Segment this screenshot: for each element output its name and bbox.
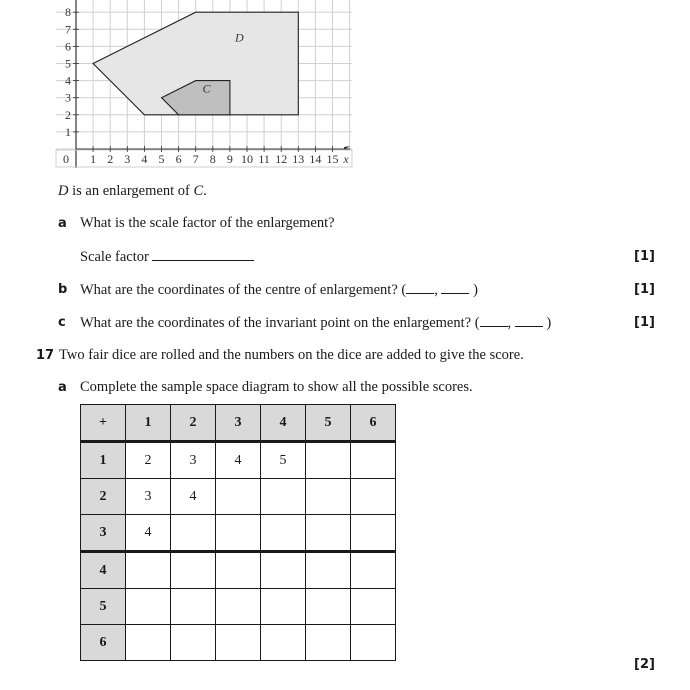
q16b-text: What are the coordinates of the centre of enlargement? (	[80, 282, 407, 298]
x-tick-label: 10	[241, 152, 253, 166]
x-label-box	[56, 150, 352, 167]
x-tick-label: 5	[158, 152, 165, 166]
empty-answer-cell[interactable]	[171, 625, 216, 661]
empty-answer-cell[interactable]	[216, 552, 261, 589]
centre-x-field[interactable]	[406, 281, 434, 294]
empty-answer-cell[interactable]	[306, 442, 351, 479]
empty-answer-cell[interactable]	[261, 589, 306, 625]
empty-answer-cell[interactable]	[306, 479, 351, 515]
y-tick-label: 5	[65, 56, 71, 71]
x-tick-label: 15	[326, 152, 339, 166]
empty-answer-cell[interactable]	[306, 589, 351, 625]
shape-c-label: C	[193, 183, 204, 199]
empty-answer-cell[interactable]	[261, 515, 306, 552]
empty-answer-cell[interactable]	[171, 515, 216, 552]
table-row	[81, 625, 396, 661]
x-tick-label: 4	[141, 152, 148, 166]
empty-answer-cell[interactable]	[171, 589, 216, 625]
q16b-close: )	[473, 282, 478, 298]
coordinate-graph	[0, 0, 360, 172]
scale-factor-row	[80, 248, 254, 266]
shape-d-label: D	[58, 183, 69, 199]
empty-answer-cell[interactable]	[171, 552, 216, 589]
empty-answer-cell[interactable]	[261, 479, 306, 515]
x-tick-label: 0	[63, 152, 69, 166]
x-tick-label: 8	[209, 152, 216, 166]
q16c-letter: c	[58, 315, 66, 330]
q17a-letter: a	[58, 380, 67, 395]
table-row	[81, 589, 396, 625]
y-tick-label: 8	[65, 5, 71, 20]
q17-number: 17	[36, 348, 55, 363]
row-header: 3	[81, 515, 126, 552]
row-header: 4	[81, 552, 126, 589]
q16c-text: What are the coordinates of the invariant point on the enlargement? (	[80, 315, 480, 331]
invariant-x-field[interactable]	[480, 314, 508, 327]
empty-answer-cell[interactable]	[306, 625, 351, 661]
empty-answer-cell[interactable]	[216, 515, 261, 552]
shapes	[93, 12, 298, 115]
centre-y-field[interactable]	[441, 281, 469, 294]
graph-svg	[0, 0, 360, 172]
score-cell: 5	[261, 442, 306, 479]
score-cell: 4	[126, 515, 171, 552]
x-tick-label: 7	[192, 152, 199, 166]
empty-answer-cell[interactable]	[351, 515, 396, 552]
y-tick-label: 6	[65, 39, 71, 54]
x-tick-label: 13	[292, 152, 305, 166]
x-tick-label: 3	[124, 152, 131, 166]
q16c-sep: ,	[507, 315, 512, 331]
invariant-y-field[interactable]	[515, 314, 543, 327]
q16a-letter: a	[58, 216, 67, 231]
x-tick-label: 11	[258, 152, 270, 166]
score-cell: 2	[126, 442, 171, 479]
shape-label-c: C	[202, 81, 211, 96]
empty-answer-cell[interactable]	[126, 552, 171, 589]
column-header: 5	[306, 405, 351, 442]
empty-answer-cell[interactable]	[261, 625, 306, 661]
q16c-row	[80, 314, 551, 332]
empty-answer-cell[interactable]	[126, 625, 171, 661]
score-cell: 3	[171, 442, 216, 479]
empty-answer-cell[interactable]	[261, 552, 306, 589]
y-tick-label: 1	[65, 124, 71, 139]
row-header: 6	[81, 625, 126, 661]
empty-answer-cell[interactable]	[351, 442, 396, 479]
y-tick-label: 3	[65, 90, 71, 105]
column-header: 6	[351, 405, 396, 442]
table-row	[81, 442, 396, 479]
x-tick-label: 9	[226, 152, 233, 166]
score-cell: 4	[171, 479, 216, 515]
table-row	[81, 479, 396, 515]
x-axis-label: x	[343, 152, 349, 166]
empty-answer-cell[interactable]	[351, 479, 396, 515]
scale-factor-label: Scale factor	[80, 249, 149, 265]
empty-answer-cell[interactable]	[351, 589, 396, 625]
empty-answer-cell[interactable]	[306, 552, 351, 589]
empty-answer-cell[interactable]	[216, 479, 261, 515]
y-tick-label: 2	[65, 107, 71, 122]
table-row	[81, 552, 396, 589]
x-tick-label: 1	[90, 152, 97, 166]
empty-answer-cell[interactable]	[216, 589, 261, 625]
corner-plus-cell: +	[81, 405, 126, 442]
column-header: 3	[216, 405, 261, 442]
empty-answer-cell[interactable]	[126, 589, 171, 625]
q16b-letter: b	[58, 282, 68, 297]
row-header: 1	[81, 442, 126, 479]
q16a-marks: [1]	[634, 249, 655, 264]
intro-end: .	[203, 183, 207, 199]
q16b-sep: ,	[434, 282, 438, 298]
q16a-text: What is the scale factor of the enlargement?	[80, 215, 335, 231]
column-header: 4	[261, 405, 306, 442]
empty-answer-cell[interactable]	[351, 552, 396, 589]
table-row	[81, 515, 396, 552]
row-header: 2	[81, 479, 126, 515]
q17a-marks: [2]	[634, 657, 655, 672]
x-tick-label: 14	[309, 152, 322, 166]
column-header: 1	[126, 405, 171, 442]
y-tick-labels	[65, 5, 79, 139]
x-tick-label: 2	[107, 152, 114, 166]
intro-text	[58, 183, 207, 200]
empty-answer-cell[interactable]	[306, 515, 351, 552]
q16c-close: )	[546, 315, 552, 331]
score-cell: 3	[126, 479, 171, 515]
score-cell: 4	[216, 442, 261, 479]
y-tick-label: 4	[65, 73, 71, 88]
y-tick-label: 7	[65, 22, 71, 37]
q17a-text: Complete the sample space diagram to show all the possible scores.	[80, 379, 473, 395]
shape-label-d: D	[235, 30, 244, 45]
q16b-row	[80, 281, 478, 299]
empty-answer-cell[interactable]	[351, 625, 396, 661]
intro-body: is an enlargement of	[68, 183, 194, 199]
x-tick-label: 12	[275, 152, 288, 166]
column-header: 2	[171, 405, 216, 442]
q16c-marks: [1]	[634, 315, 655, 330]
table-header-row	[81, 405, 396, 442]
row-header: 5	[81, 589, 126, 625]
sample-space-table	[80, 404, 396, 661]
x-tick-label: 6	[175, 152, 182, 166]
q17-text: Two fair dice are rolled and the numbers on the dice are added to give the score.	[59, 347, 524, 363]
q16b-marks: [1]	[634, 282, 655, 297]
scale-factor-answer-field[interactable]	[152, 248, 254, 261]
empty-answer-cell[interactable]	[216, 625, 261, 661]
